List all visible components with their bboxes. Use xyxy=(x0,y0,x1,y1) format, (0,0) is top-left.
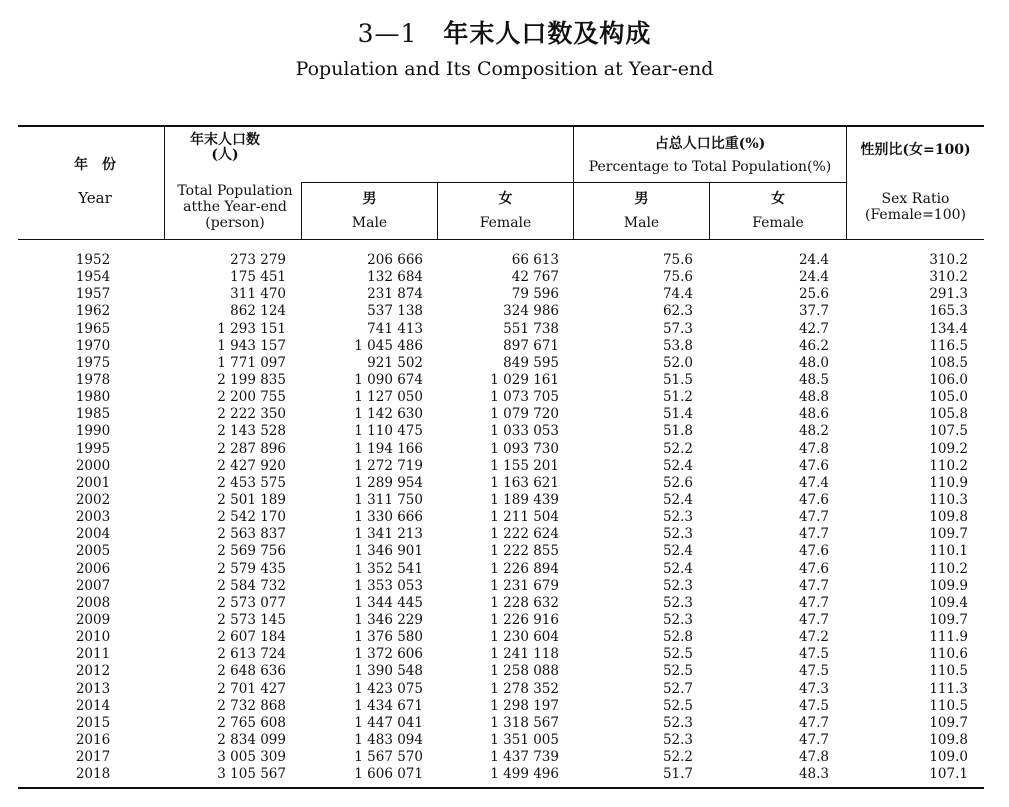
header-total-zh: 年末人口数 xyxy=(190,132,260,148)
male-percentage-cell: 53.8 xyxy=(662,337,693,354)
male-percentage-cell: 51.2 xyxy=(662,389,693,406)
header-pct-male-zh: 男 xyxy=(634,191,649,207)
table-row xyxy=(18,406,984,423)
male-percentage-cell: 52.3 xyxy=(662,509,693,526)
female-percentage-cell: 48.5 xyxy=(798,371,829,388)
year-cell: 2002 xyxy=(75,491,111,508)
total-population-cell: 2 563 837 xyxy=(217,526,286,543)
sex-ratio-cell: 291.3 xyxy=(929,286,968,303)
female-count-cell: 1 230 604 xyxy=(490,629,559,646)
female-percentage-cell: 37.7 xyxy=(798,303,829,320)
year-cell: 2004 xyxy=(75,526,111,543)
male-percentage-cell: 52.3 xyxy=(662,714,693,731)
male-percentage-cell: 52.2 xyxy=(662,749,693,766)
table-row xyxy=(18,543,984,560)
header-subrule xyxy=(573,182,846,183)
table-row xyxy=(18,715,984,732)
total-population-cell: 2 287 896 xyxy=(217,440,286,457)
female-percentage-cell: 24.4 xyxy=(798,252,829,268)
female-percentage-cell: 47.6 xyxy=(798,560,829,577)
year-cell: 2008 xyxy=(75,594,111,611)
male-count-cell: 1 289 954 xyxy=(354,474,423,491)
table-row xyxy=(18,698,984,715)
female-percentage-cell: 48.2 xyxy=(798,423,829,440)
header-rule xyxy=(18,239,984,240)
year-cell: 1980 xyxy=(75,389,111,406)
header-year-zh: 年 份 xyxy=(74,157,116,173)
total-population-cell: 1 943 157 xyxy=(217,337,286,354)
female-count-cell: 79 596 xyxy=(511,286,559,303)
sex-ratio-cell: 110.2 xyxy=(929,457,968,474)
header-total-zh-unit: (人) xyxy=(211,147,239,163)
total-population-cell: 2 613 724 xyxy=(217,646,286,663)
male-percentage-cell: 52.4 xyxy=(662,457,693,474)
female-percentage-cell: 24.4 xyxy=(798,269,829,286)
female-percentage-cell: 47.8 xyxy=(798,749,829,766)
sex-ratio-cell: 109.7 xyxy=(929,714,968,731)
year-cell: 2013 xyxy=(75,680,111,697)
table-row xyxy=(18,526,984,543)
male-percentage-cell: 52.7 xyxy=(662,680,693,697)
female-count-cell: 1 033 053 xyxy=(490,423,559,440)
sex-ratio-cell: 110.6 xyxy=(929,646,968,663)
female-count-cell: 1 231 679 xyxy=(490,577,559,594)
male-count-cell: 1 346 901 xyxy=(354,543,423,560)
year-cell: 2006 xyxy=(75,560,111,577)
table-row xyxy=(18,509,984,526)
year-cell: 2012 xyxy=(75,663,111,680)
header-sex-ratio-en: Sex Ratio xyxy=(881,191,950,207)
header-pct-male-en: Male xyxy=(623,215,660,231)
male-percentage-cell: 57.3 xyxy=(662,320,693,337)
female-percentage-cell: 48.6 xyxy=(798,406,829,423)
male-percentage-cell: 51.7 xyxy=(662,766,693,783)
table-row xyxy=(18,681,984,698)
female-count-cell: 1 222 624 xyxy=(490,526,559,543)
sex-ratio-cell: 109.2 xyxy=(929,440,968,457)
male-percentage-cell: 52.8 xyxy=(662,629,693,646)
total-population-cell: 2 542 170 xyxy=(217,509,286,526)
female-count-cell: 1 163 621 xyxy=(490,474,559,491)
sex-ratio-cell: 109.9 xyxy=(929,577,968,594)
male-percentage-cell: 74.4 xyxy=(662,286,693,303)
female-count-cell: 1 318 567 xyxy=(490,714,559,731)
total-population-cell: 2 199 835 xyxy=(217,371,286,388)
table-row xyxy=(18,663,984,680)
female-count-cell: 1 155 201 xyxy=(490,457,559,474)
female-count-cell: 1 226 894 xyxy=(490,560,559,577)
male-count-cell: 1 352 541 xyxy=(354,560,423,577)
year-cell: 2017 xyxy=(75,749,111,766)
year-cell: 2016 xyxy=(75,731,111,748)
male-count-cell: 206 666 xyxy=(367,252,423,268)
female-percentage-cell: 47.6 xyxy=(798,491,829,508)
table-row xyxy=(18,372,984,389)
male-count-cell: 1 045 486 xyxy=(354,337,423,354)
female-count-cell: 551 738 xyxy=(503,320,559,337)
header-pct-female-en: Female xyxy=(752,215,804,231)
header-female-zh: 女 xyxy=(498,191,513,207)
header-year-en: Year xyxy=(78,189,112,207)
female-count-cell: 1 241 118 xyxy=(490,646,559,663)
male-count-cell: 1 090 674 xyxy=(354,371,423,388)
total-population-cell: 175 451 xyxy=(230,269,286,286)
table-row xyxy=(18,389,984,406)
female-percentage-cell: 48.0 xyxy=(798,354,829,371)
year-cell: 1978 xyxy=(75,371,111,388)
sex-ratio-cell: 310.2 xyxy=(929,252,968,268)
female-percentage-cell: 47.7 xyxy=(798,714,829,731)
male-count-cell: 1 376 580 xyxy=(354,629,423,646)
total-population-cell: 2 453 575 xyxy=(217,474,286,491)
male-count-cell: 1 311 750 xyxy=(354,491,423,508)
year-cell: 1952 xyxy=(75,252,111,268)
sex-ratio-cell: 134.4 xyxy=(929,320,968,337)
total-population-cell: 2 569 756 xyxy=(217,543,286,560)
male-count-cell: 231 874 xyxy=(367,286,423,303)
male-count-cell: 1 372 606 xyxy=(354,646,423,663)
header-pct-female-zh: 女 xyxy=(771,191,785,207)
female-count-cell: 1 298 197 xyxy=(490,697,559,714)
male-count-cell: 1 483 094 xyxy=(354,731,423,748)
year-cell: 2000 xyxy=(75,457,111,474)
total-population-cell: 2 143 528 xyxy=(217,423,286,440)
bottom-rule xyxy=(18,787,984,789)
header-pct-zh: 占总人口比重(%) xyxy=(654,136,766,152)
year-cell: 2009 xyxy=(75,611,111,628)
female-percentage-cell: 47.5 xyxy=(798,697,829,714)
total-population-cell: 2 732 868 xyxy=(217,697,286,714)
female-count-cell: 1 079 720 xyxy=(490,406,559,423)
female-percentage-cell: 47.6 xyxy=(798,543,829,560)
female-percentage-cell: 47.5 xyxy=(798,646,829,663)
table-row xyxy=(18,492,984,509)
year-cell: 2005 xyxy=(75,543,111,560)
female-count-cell: 1 351 005 xyxy=(490,731,559,748)
female-percentage-cell: 25.6 xyxy=(798,286,829,303)
sex-ratio-cell: 110.1 xyxy=(929,543,968,560)
year-cell: 2011 xyxy=(75,646,111,663)
table-row xyxy=(18,732,984,749)
sex-ratio-cell: 111.3 xyxy=(929,680,968,697)
female-count-cell: 1 073 705 xyxy=(490,389,559,406)
sex-ratio-cell: 110.9 xyxy=(929,474,968,491)
male-count-cell: 1 142 630 xyxy=(354,406,423,423)
female-percentage-cell: 47.8 xyxy=(798,440,829,457)
male-count-cell: 1 447 041 xyxy=(354,714,423,731)
male-percentage-cell: 51.5 xyxy=(662,371,693,388)
table-row xyxy=(18,749,984,766)
table-number: 3—1 xyxy=(357,19,418,48)
year-cell: 1990 xyxy=(75,423,111,440)
sex-ratio-cell: 107.1 xyxy=(929,766,968,783)
table-row xyxy=(18,595,984,612)
female-count-cell: 897 671 xyxy=(503,337,559,354)
male-count-cell: 537 138 xyxy=(367,303,423,320)
female-percentage-cell: 47.7 xyxy=(798,509,829,526)
year-cell: 2014 xyxy=(75,697,111,714)
male-count-cell: 1 194 166 xyxy=(354,440,423,457)
male-count-cell: 741 413 xyxy=(367,320,423,337)
table-row xyxy=(18,338,984,355)
sex-ratio-cell: 105.0 xyxy=(929,389,968,406)
table-row xyxy=(18,269,984,286)
female-percentage-cell: 46.2 xyxy=(798,337,829,354)
female-count-cell: 1 189 439 xyxy=(490,491,559,508)
female-count-cell: 1 222 855 xyxy=(490,543,559,560)
table-row xyxy=(18,423,984,440)
header-pct-en: Percentage to Total Population(%) xyxy=(588,159,832,175)
sex-ratio-cell: 109.7 xyxy=(929,526,968,543)
table-row xyxy=(18,766,984,783)
sex-ratio-cell: 110.5 xyxy=(929,663,968,680)
female-count-cell: 324 986 xyxy=(503,303,559,320)
header-total-en-unit: (person) xyxy=(205,215,265,231)
sex-ratio-cell: 109.7 xyxy=(929,611,968,628)
table-row xyxy=(18,561,984,578)
male-count-cell: 1 390 548 xyxy=(354,663,423,680)
sex-ratio-cell: 111.9 xyxy=(929,629,968,646)
male-count-cell: 1 330 666 xyxy=(354,509,423,526)
year-cell: 1957 xyxy=(75,286,111,303)
male-percentage-cell: 62.3 xyxy=(662,303,693,320)
male-percentage-cell: 75.6 xyxy=(662,252,693,268)
male-count-cell: 1 127 050 xyxy=(354,389,423,406)
sex-ratio-cell: 116.5 xyxy=(929,337,968,354)
year-cell: 2001 xyxy=(75,474,111,491)
female-count-cell: 1 211 504 xyxy=(490,509,559,526)
male-count-cell: 1 272 719 xyxy=(354,457,423,474)
table-row xyxy=(18,646,984,663)
female-percentage-cell: 47.4 xyxy=(798,474,829,491)
total-population-cell: 1 771 097 xyxy=(217,354,286,371)
male-percentage-cell: 52.4 xyxy=(662,491,693,508)
total-population-cell: 2 701 427 xyxy=(217,680,286,697)
total-population-cell: 311 470 xyxy=(230,286,286,303)
total-population-cell: 862 124 xyxy=(230,303,286,320)
female-percentage-cell: 42.7 xyxy=(798,320,829,337)
female-count-cell: 1 228 632 xyxy=(490,594,559,611)
year-cell: 2003 xyxy=(75,509,111,526)
total-population-cell: 2 834 099 xyxy=(217,731,286,748)
sex-ratio-cell: 108.5 xyxy=(929,354,968,371)
year-cell: 2015 xyxy=(75,714,111,731)
header-sex-ratio-zh: 性别比(女=100) xyxy=(860,142,971,158)
table-body xyxy=(18,252,984,783)
total-population-cell: 1 293 151 xyxy=(217,320,286,337)
table-row xyxy=(18,578,984,595)
male-percentage-cell: 52.6 xyxy=(662,474,693,491)
year-cell: 1965 xyxy=(75,320,111,337)
year-cell: 1954 xyxy=(75,269,111,286)
male-count-cell: 1 346 229 xyxy=(354,611,423,628)
male-count-cell: 1 353 053 xyxy=(354,577,423,594)
male-count-cell: 132 684 xyxy=(367,269,423,286)
table-title-en: Population and Its Composition at Year-end xyxy=(295,58,714,80)
header-total-en-2: atthe Year-end xyxy=(183,199,287,215)
male-percentage-cell: 52.4 xyxy=(662,543,693,560)
table-row xyxy=(18,475,984,492)
year-cell: 2018 xyxy=(75,766,111,783)
year-cell: 1985 xyxy=(75,406,111,423)
table-row xyxy=(18,286,984,303)
female-count-cell: 1 437 739 xyxy=(490,749,559,766)
male-percentage-cell: 52.3 xyxy=(662,731,693,748)
male-percentage-cell: 52.5 xyxy=(662,663,693,680)
total-population-cell: 2 222 350 xyxy=(217,406,286,423)
male-percentage-cell: 52.0 xyxy=(662,354,693,371)
total-population-cell: 3 005 309 xyxy=(217,749,286,766)
male-count-cell: 1 606 071 xyxy=(354,766,423,783)
male-percentage-cell: 52.2 xyxy=(662,440,693,457)
male-percentage-cell: 52.5 xyxy=(662,646,693,663)
female-percentage-cell: 48.3 xyxy=(798,766,829,783)
male-count-cell: 921 502 xyxy=(367,354,423,371)
total-population-cell: 2 584 732 xyxy=(217,577,286,594)
male-percentage-cell: 75.6 xyxy=(662,269,693,286)
male-count-cell: 1 344 445 xyxy=(354,594,423,611)
sex-ratio-cell: 106.0 xyxy=(929,371,968,388)
male-percentage-cell: 52.3 xyxy=(662,611,693,628)
table-row xyxy=(18,441,984,458)
male-count-cell: 1 567 570 xyxy=(354,749,423,766)
sex-ratio-cell: 109.0 xyxy=(929,749,968,766)
table-row xyxy=(18,458,984,475)
male-percentage-cell: 52.3 xyxy=(662,526,693,543)
total-population-cell: 2 501 189 xyxy=(217,491,286,508)
header-total-en: Total Population xyxy=(177,183,293,199)
table-title-zh: 年末人口数及构成 xyxy=(443,19,652,48)
male-count-cell: 1 423 075 xyxy=(354,680,423,697)
year-cell: 2010 xyxy=(75,629,111,646)
female-percentage-cell: 47.3 xyxy=(798,680,829,697)
female-count-cell: 1 258 088 xyxy=(490,663,559,680)
female-count-cell: 1 278 352 xyxy=(490,680,559,697)
total-population-cell: 3 105 567 xyxy=(217,766,286,783)
female-count-cell: 1 093 730 xyxy=(490,440,559,457)
female-percentage-cell: 47.7 xyxy=(798,577,829,594)
male-percentage-cell: 51.8 xyxy=(662,423,693,440)
female-percentage-cell: 47.7 xyxy=(798,526,829,543)
total-population-cell: 273 279 xyxy=(230,252,286,268)
female-percentage-cell: 47.6 xyxy=(798,457,829,474)
sex-ratio-cell: 110.2 xyxy=(929,560,968,577)
table-row xyxy=(18,629,984,646)
header-male-zh: 男 xyxy=(362,191,377,207)
top-rule xyxy=(18,125,984,127)
male-percentage-cell: 51.4 xyxy=(662,406,693,423)
male-percentage-cell: 52.4 xyxy=(662,560,693,577)
sex-ratio-cell: 105.8 xyxy=(929,406,968,423)
total-population-cell: 2 573 077 xyxy=(217,594,286,611)
male-percentage-cell: 52.5 xyxy=(662,697,693,714)
header-subrule xyxy=(301,182,573,183)
header-female-en: Female xyxy=(479,215,532,231)
year-cell: 1995 xyxy=(75,440,111,457)
male-count-cell: 1 341 213 xyxy=(354,526,423,543)
total-population-cell: 2 573 145 xyxy=(217,611,286,628)
table-row xyxy=(18,321,984,338)
female-count-cell: 1 499 496 xyxy=(490,766,559,783)
sex-ratio-cell: 109.4 xyxy=(929,594,968,611)
total-population-cell: 2 427 920 xyxy=(217,457,286,474)
male-count-cell: 1 434 671 xyxy=(354,697,423,714)
female-percentage-cell: 47.2 xyxy=(798,629,829,646)
total-population-cell: 2 607 184 xyxy=(217,629,286,646)
total-population-cell: 2 648 636 xyxy=(217,663,286,680)
female-count-cell: 66 613 xyxy=(511,252,559,268)
year-cell: 1962 xyxy=(75,303,111,320)
female-percentage-cell: 47.7 xyxy=(798,594,829,611)
year-cell: 1975 xyxy=(75,354,111,371)
total-population-cell: 2 765 608 xyxy=(217,714,286,731)
sex-ratio-cell: 110.5 xyxy=(929,697,968,714)
male-percentage-cell: 52.3 xyxy=(662,594,693,611)
female-count-cell: 42 767 xyxy=(511,269,559,286)
sex-ratio-cell: 107.5 xyxy=(929,423,968,440)
sex-ratio-cell: 109.8 xyxy=(929,509,968,526)
table-row xyxy=(18,303,984,320)
female-count-cell: 1 029 161 xyxy=(490,371,559,388)
total-population-cell: 2 200 755 xyxy=(217,389,286,406)
year-cell: 1970 xyxy=(75,337,111,354)
female-count-cell: 849 595 xyxy=(503,354,559,371)
year-cell: 2007 xyxy=(75,577,111,594)
table-row xyxy=(18,252,984,269)
male-percentage-cell: 52.3 xyxy=(662,577,693,594)
female-percentage-cell: 47.5 xyxy=(798,663,829,680)
total-population-cell: 2 579 435 xyxy=(217,560,286,577)
header-sex-ratio-en-2: (Female=100) xyxy=(865,207,966,223)
female-count-cell: 1 226 916 xyxy=(490,611,559,628)
female-percentage-cell: 47.7 xyxy=(798,731,829,748)
female-percentage-cell: 48.8 xyxy=(798,389,829,406)
sex-ratio-cell: 109.8 xyxy=(929,731,968,748)
female-percentage-cell: 47.7 xyxy=(798,611,829,628)
male-count-cell: 1 110 475 xyxy=(354,423,423,440)
table-title xyxy=(0,14,1009,50)
table-row xyxy=(18,355,984,372)
table-row xyxy=(18,612,984,629)
sex-ratio-cell: 310.2 xyxy=(929,269,968,286)
sex-ratio-cell: 110.3 xyxy=(929,491,968,508)
header-male-en: Male xyxy=(351,215,388,231)
sex-ratio-cell: 165.3 xyxy=(929,303,968,320)
